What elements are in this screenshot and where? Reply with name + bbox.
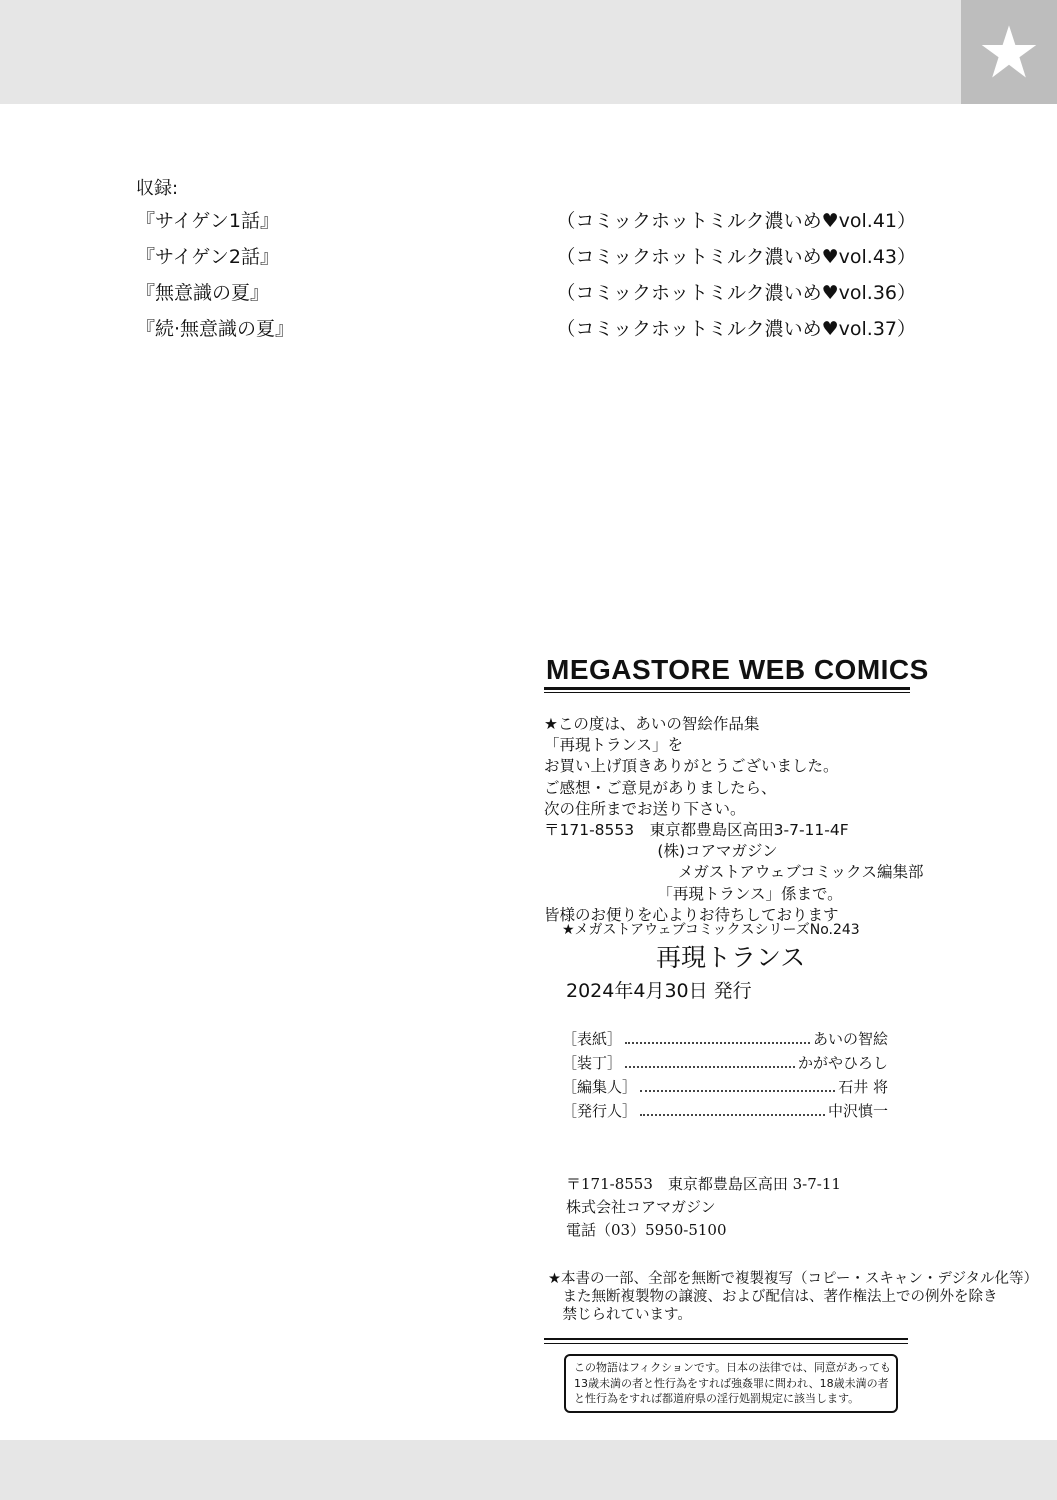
book-title: 再現トランス	[656, 943, 806, 972]
contents-list	[136, 206, 916, 350]
contents-item-title: 『サイゲン1話』	[136, 210, 279, 232]
message-line: ★この度は、あいの智絵作品集	[544, 715, 760, 733]
message-line: 「再現トランス」を	[544, 736, 684, 755]
corner-star-box	[961, 0, 1057, 104]
credit-row	[562, 1028, 888, 1052]
reader-message	[544, 714, 924, 926]
credits	[562, 1028, 888, 1124]
contents-item	[136, 314, 916, 350]
contents-item-source: （コミックホットミルク濃いめ♥vol.36）	[556, 282, 916, 304]
dot-leader	[640, 1089, 835, 1092]
credit-name: かがやひろし	[797, 1054, 888, 1072]
dot-leader	[625, 1041, 810, 1044]
message-line: 「再現トランス」係まで。	[544, 884, 843, 903]
message-line: ご感想・ご意見がありましたら、	[544, 778, 777, 797]
publisher-address: 〒171-8553 東京都豊島区高田 3-7-11	[566, 1175, 841, 1193]
bottom-band	[0, 1440, 1057, 1500]
disclaimer-line: と性行為をすれば都道府県の淫行処罰規定に該当します。	[574, 1392, 860, 1405]
notice-divider	[544, 1338, 908, 1344]
star-icon	[980, 23, 1038, 81]
credit-row	[562, 1052, 888, 1076]
notice-line: ★本書の一部、全部を無断で複製複写（コピー・スキャン・デジタル化等）	[548, 1271, 1039, 1287]
disclaimer-line: 13歳未満の者と性行為をすれば強姦罪に問われ、18歳未満の者	[574, 1376, 889, 1390]
fiction-disclaimer-box	[564, 1354, 898, 1413]
credit-role: ［装丁］	[562, 1054, 623, 1072]
dot-leader	[625, 1065, 795, 1068]
message-line: お買い上げ頂きありがとうございました。	[544, 757, 839, 776]
contents-item	[136, 242, 916, 278]
credit-role: ［編集人］	[562, 1078, 638, 1096]
contents-item	[136, 206, 916, 242]
publisher-phone: 電話（03）5950-5100	[566, 1221, 727, 1239]
brand-title: MEGASTORE WEB COMICS	[546, 654, 929, 685]
notice-line: また無断複製物の譲渡、および配信は、著作権法上での例外を除き	[548, 1289, 998, 1305]
contents-item-title: 『続·無意識の夏』	[136, 318, 295, 340]
publish-date: 2024年4月30日 発行	[566, 980, 752, 1002]
copyright-notice	[548, 1270, 1038, 1324]
disclaimer-line: この物語はフィクションです。日本の法律では、同意があっても	[574, 1361, 891, 1374]
contents-item	[136, 278, 916, 314]
credit-role: ［発行人］	[562, 1102, 638, 1120]
credit-name: あいの智絵	[812, 1030, 888, 1048]
credit-name: 石井 将	[838, 1078, 888, 1096]
contents-item-source: （コミックホットミルク濃いめ♥vol.37）	[556, 318, 916, 340]
top-band	[0, 0, 961, 104]
dot-leader	[640, 1113, 825, 1116]
publisher-company: 株式会社コアマガジン	[566, 1198, 716, 1216]
contents-item-source: （コミックホットミルク濃いめ♥vol.41）	[556, 210, 916, 232]
publisher-info	[566, 1173, 841, 1242]
message-line: 皆様のお便りを心よりお待ちしております	[544, 905, 839, 924]
credit-row	[562, 1076, 888, 1100]
message-line: 〒171-8553 東京都豊島区高田3-7-11-4F	[544, 821, 849, 840]
message-line: メガストアウェブコミックス編集部	[544, 863, 924, 882]
series-number: ★メガストアウェブコミックスシリーズNo.243	[562, 922, 860, 938]
brand-divider	[544, 687, 910, 693]
message-line: (株)コアマガジン	[544, 842, 778, 861]
contents-item-title: 『サイゲン2話』	[136, 246, 279, 268]
contents-item-title: 『無意識の夏』	[136, 282, 270, 304]
notice-line: 禁じられています。	[548, 1307, 692, 1323]
message-line: 次の住所までお送り下さい。	[544, 799, 746, 818]
contents-label: 収録:	[136, 178, 179, 199]
credit-name: 中沢慎一	[827, 1102, 888, 1120]
contents-item-source: （コミックホットミルク濃いめ♥vol.43）	[556, 246, 916, 268]
credit-row	[562, 1100, 888, 1124]
credit-role: ［表紙］	[562, 1030, 623, 1048]
